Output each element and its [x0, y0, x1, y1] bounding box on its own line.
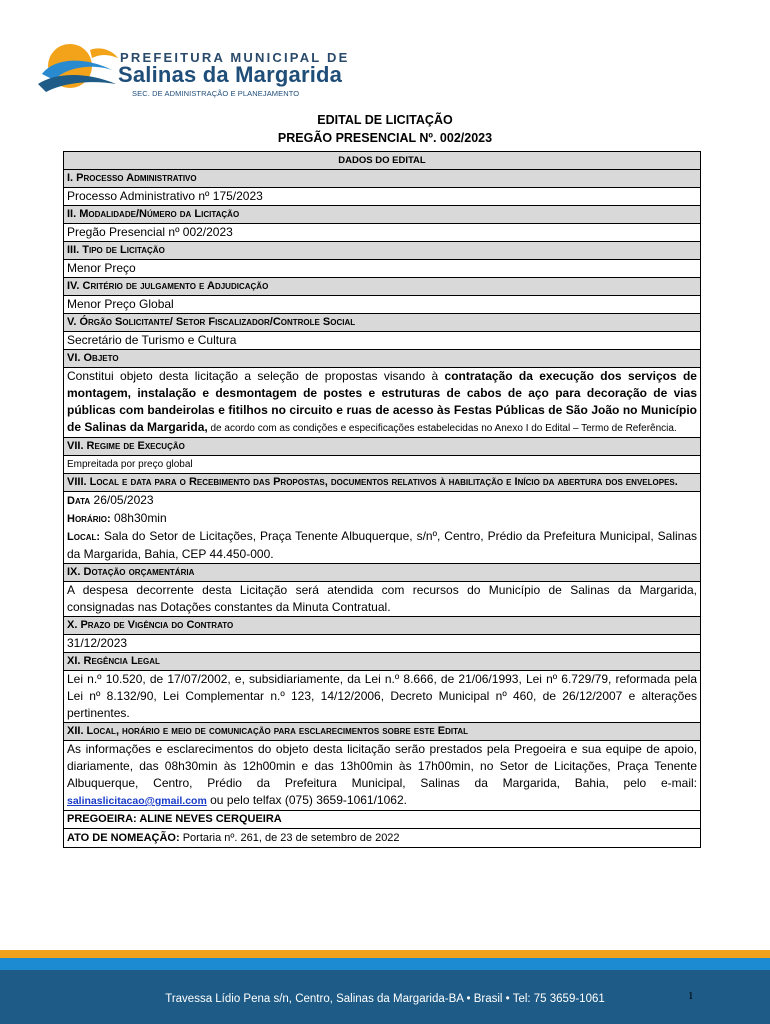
section-processo-value: Processo Administrativo nº 175/2023	[64, 187, 700, 205]
objeto-text-2: de acordo com as condições e especificações estabelecidas no Anexo I do Edital – Termo de Referência.	[207, 423, 677, 434]
section-modalidade-value: Pregão Presencial nº 002/2023	[64, 223, 700, 241]
esclarecimentos-text-1: As informações e esclarecimentos do objeto desta licitação serão prestados pela Pregoeira e sua equipe de apoio, diariamente, das 08h30min às 12h00min e das 13h00min às 17h00min, no Setor de Licitações, Praça Tenente Albuquerque, Centro, Prédio da Prefeitura Municipal, Salinas da Margarida, Bahia, pelo e-mail:	[67, 742, 697, 790]
table-header: DADOS DO EDITAL	[64, 152, 700, 169]
section-prazo-title: X. Prazo de Vigência do Contrato	[64, 616, 700, 634]
section-local-data-title: VIII. Local e data para o Recebimento das Propostas, documentos relativos à habilitação e Início da abertura dos envelopes.	[64, 473, 700, 491]
section-esclarecimentos-value	[64, 740, 700, 810]
ato-label: ATO DE NOMEAÇÃO:	[67, 832, 180, 844]
section-horario-value	[64, 510, 700, 528]
local-value: Sala do Setor de Licitações, Praça Tenente Albuquerque, s/nº, Centro, Prédio da Prefeitura Municipal, Salinas da Margarida, Bahia, CEP 44.450-000.	[67, 529, 697, 561]
section-orgao-value: Secretário de Turismo e Cultura	[64, 331, 700, 349]
section-criterio-value: Menor Preço Global	[64, 295, 700, 313]
section-objeto-value	[64, 367, 700, 437]
section-processo-title: I. Processo Administrativo	[64, 169, 700, 187]
logo-line-3: SEC. DE ADMINISTRAÇÃO E PLANEJAMENTO	[132, 89, 300, 98]
footer-blue-stripe	[0, 958, 770, 970]
data-label: Data	[67, 495, 91, 507]
section-local-value	[64, 528, 700, 563]
prefeitura-logo	[34, 28, 350, 108]
logo-line-2: Salinas da Margarida	[118, 62, 343, 87]
section-orgao-title: V. Órgão Solicitante/ Setor Fiscalizador/Controle Social	[64, 313, 700, 331]
esclarecimentos-text-2: ou pelo telfax (075) 3659-1061/1062.	[206, 793, 407, 807]
local-label: Local:	[67, 531, 101, 543]
section-objeto-title: VI. Objeto	[64, 349, 700, 367]
section-data-value	[64, 491, 700, 510]
ato-nomeacao-row	[64, 828, 700, 847]
section-esclarecimentos-title: XII. Local, horário e meio de comunicação para esclarecimentos sobre este Edital	[64, 722, 700, 740]
section-regencia-value: Lei n.º 10.520, de 17/07/2002, e, subsidiariamente, da Lei n.º 8.666, de 21/06/1993, Lei nº 6.729/79, reformada pela Lei nº 8.132/90, Lei Complementar n.º 123, 14/12/2006, Decreto Municipal nº 460, de 26/12/2007 e alterações pertinentes.	[64, 670, 700, 722]
email-link[interactable]: salinaslicitacao@gmail.com	[67, 795, 207, 807]
edital-table	[63, 151, 701, 848]
page-number: 1	[688, 990, 694, 1002]
section-tipo-value: Menor Preço	[64, 259, 700, 277]
logo-line-1: PREFEITURA MUNICIPAL DE	[120, 50, 350, 65]
pregoeira-row: PREGOEIRA: ALINE NEVES CERQUEIRA	[64, 810, 700, 828]
section-tipo-title: III. Tipo de Licitação	[64, 241, 700, 259]
footer-address: Travessa Lídio Pena s/n, Centro, Salinas da Margarida-BA • Brasil • Tel: 75 3659-1061	[165, 993, 605, 1005]
horario-value: 08h30min	[110, 511, 167, 525]
data-value: 26/05/2023	[90, 493, 154, 507]
objeto-text-bold: contratação da execução dos serviços de montagem, instalação e desmontagem de postes e estruturas de cabos de aço para decoração de vias públicas com bandeirolas e fitilhos no circuito e ruas de acesso às Festas Públicas de São João no Município de Salinas da Margarida,	[67, 369, 697, 434]
document-title: EDITAL DE LICITAÇÃO	[317, 113, 453, 127]
ato-value: Portaria nº. 261, de 23 de setembro de 2022	[179, 832, 400, 844]
sun-wave-logo-icon	[34, 28, 124, 108]
section-modalidade-title: II. Modalidade/Número da Licitação	[64, 205, 700, 223]
objeto-text-1: Constitui objeto desta licitação a seleção de propostas visando à	[67, 369, 445, 383]
section-regime-value: Empreitada por preço global	[64, 455, 700, 473]
section-dotacao-value: A despesa decorrente desta Licitação será atendida com recursos do Município de Salinas da Margarida, consignadas nas Dotações constantes da Minuta Contratual.	[64, 581, 700, 616]
document-subtitle: PREGÃO PRESENCIAL Nº. 002/2023	[277, 131, 493, 145]
section-regime-title: VII. Regime de Execução	[64, 437, 700, 455]
footer-orange-stripe	[0, 950, 770, 958]
section-dotacao-title: IX. Dotação orçamentária	[64, 563, 700, 581]
section-criterio-title: IV. Critério de julgamento e Adjudicação	[64, 277, 700, 295]
section-prazo-value: 31/12/2023	[64, 634, 700, 652]
section-regencia-title: XI. Regência Legal	[64, 652, 700, 670]
horario-label: Horário:	[67, 513, 111, 525]
